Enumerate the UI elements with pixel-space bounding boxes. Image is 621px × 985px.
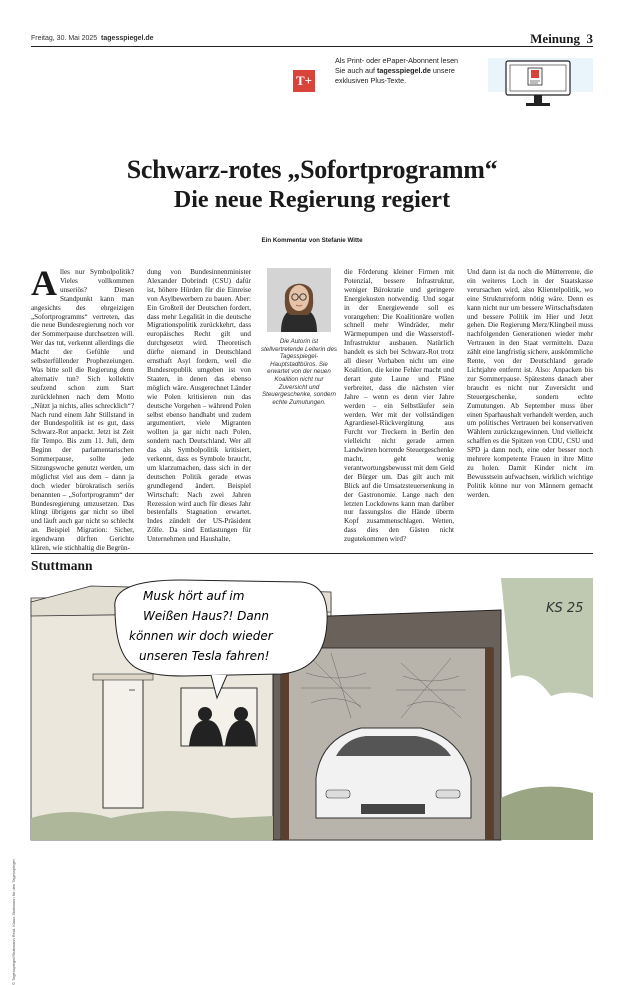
cartoon-credit: [11, 690, 23, 985]
section-label: [530, 31, 593, 47]
speech-line-4: unseren Tesla fahren!: [139, 649, 270, 663]
section-divider: [31, 553, 593, 554]
site-name[interactable]: tagesspiegel.de: [101, 35, 154, 42]
author-box: [260, 268, 338, 406]
cartoonist-signature: KS 25: [546, 601, 584, 616]
author-caption: Die Autorin ist stellvertretende Leiterin des Tagesspiegel-Hauptstadtbüros. Sie erwartet von der neuen Koalition nicht nur Zuversicht und Steuergeschenke, sondern echte Zumutungen.: [260, 338, 337, 406]
promo-line-1: Als Print- oder ePaper-Abonnent lesen: [335, 56, 459, 65]
dateline: [31, 35, 154, 42]
promo-line-2-pre: Sie auch auf: [335, 66, 377, 75]
article-column-2: [147, 268, 251, 544]
column-3-text: die Förderung kleiner Firmen mit Potenzial, bessere Infrastruktur, weniger Bürokratie und geringere Energiekosten notwendig. Und sogar in der Energiewende soll es vorangehen: Die Koalitionäre wollen schnell mehr Windräder, mehr Wärmepumpen und die Wasserstoff-Infrastruktur ausbauen. Natürlich handelt es sich bei Schwarz-Rot trotz all dieser Vorhaben nicht um eine Koalition, die keine Fehler macht und derart gute Laune und Pläne verbreitet, dass die nächsten vier Jahre – wenn es denn vier Jahre werden – ein Selbstläufer sein werden. Wer mit der vollständigen Agrardiesel-Rückvergütung aus Furcht vor Treckern in Berlin den vielleicht nicht gerade armen Landwirten horrende Steuergeschenke macht, geht wenig verantwortungsbewusst mit dem Geld der Bürger um. Das gilt auch mit Blick auf die Umsatzsteuersenkung in der Gastronomie. Lange nach den letzten Lockdowns kann man darüber nur fassungslos die Hände überm Kopf zusammenschlagen. Wetten, dass dies den Gästen nicht zugutekommen wird?: [344, 268, 454, 544]
promo-line-2: [335, 66, 485, 76]
issue-date: Freitag, 30. Mai 2025: [31, 35, 98, 42]
article-byline: Ein Kommentar von Stefanie Witte: [261, 237, 363, 244]
article-subheadline: Die neue Regierung regiert: [173, 187, 451, 213]
column-2-text: dung von Bundesinnenminister Alexander Dobrindt (CSU) dafür ist, höhere Hürden für die Einreise von Asylbewerbern zu bauen. Aber: Ein Großteil der Deutschen fordert, dass mehr Legalität in die deutsche Migrationspolitik zurückkehrt, dass europäisches Recht gilt und durchgesetzt wird. Theoretisch dürfte niemand in Deutschland ernsthaft Asyl fordern, weil die Bundesrepublik umgeben ist von Staaten, in denen das ebenso möglich wäre. Ausgerechnet Länder wie Polen kritisieren nun das deutsche Vorgehen – während Polen selbst ebenso handhabt und zudem argumentiert, viele Migranten wollten ja gar nicht nach Polen, sondern nach Deutschland. Wer all das als Symbolpolitik kritisiert, verkennt, dass es Symbole braucht, um klarzumachen, dass sich in der deutschen Politik gerade etwas grundlegend ändert. Beispiel Wirtschaft: Nach zwei Jahren Rezession wird auch für dieses Jahr bestenfalls Stagnation erwartet. Indes zündelt der US-Präsident Zölle. Da sind Entlastungen für Unternehmen und Haushalte,: [147, 268, 251, 544]
plus-promo[interactable]: [293, 56, 593, 110]
dropcap: A: [31, 263, 57, 303]
author-portrait-icon: [267, 268, 331, 332]
promo-line-3: exklusiven Plus-Texte.: [335, 76, 407, 85]
tplus-badge: T+: [293, 70, 315, 92]
political-cartoon: [31, 578, 593, 840]
credit-text: © Tagesspiegel/Stuttmann Reid. Klaus Stuttmann für den Tagesspiegel: [11, 859, 16, 985]
article-headline: Schwarz-rotes „Sofortprogramm“: [126, 155, 498, 184]
monitor-icon: [488, 58, 593, 108]
column-1-text: lles nur Symbolpolitik? Vieles vollkommen unseriös? Diesen Standpunkt kann man angesichts des ehrgeizigen „Sofortprogramms“ vertreten, das die neue Bundesregierung noch vor der Sommerpause durchsetzen will. Wer das tut, verkennt allerdings die Macht der Gefühle und selbsterfüllender Prophezeiungen. Was bitte soll die Regierung denn alternativ tun? Sich kollektiv seufzend schon zum Start zurücklehnen nach dem Motto „Nützt ja nichts, alles schrecklich“? Nach rund einem Jahr Stillstand in der Bundespolitik ist es gut, dass Schwarz-Rot anpackt. Jetzt ist Zeit für Tempo. Bis zum 11. Juli, dem Beginn der parlamentarischen Sommerpause, sollte jede Sitzungswoche genutzt werden, um möglichst viel aus dem – dann ja doch wieder bürokratisch seriös benannten – „Sofortprogramm“ der Bundesregierung umzusetzen. Das klingt übrigens gar nicht so übel und läuft auch gar nicht so schlecht an. Beispiel Migration: Sicher, irgendwann dürften Gerichte klären, wie stichhaltig die Begrün-: [31, 268, 134, 553]
speech-line-1: Musk hört auf im: [143, 589, 245, 603]
article-column-4: [467, 268, 593, 541]
speech-line-2: Weißen Haus?! Dann: [143, 609, 269, 623]
page-header: [31, 33, 593, 47]
article-column-1: [31, 263, 134, 553]
speech-line-3: können wir doch wieder: [129, 629, 273, 643]
promo-site-link[interactable]: tagesspiegel.de: [376, 66, 431, 75]
promo-line-2-post: unsere: [430, 66, 455, 75]
column-4-text: Und dann ist da noch die Mütterrente, die ein weiteres Loch in der Staatskasse verursachen wird, also Klientelpolitik, wo eine Strukturreform nötig wäre. Denn es kann nicht nur um bessere Wirtschaftsdaten und bessere Politik im Hier und Jetzt gehen. Die Regierung Merz/Klingbeil muss nachfolgenden Generationen wieder mehr Vertrauen in den Staat vermitteln. Dazu zählt eine langfristig sichere, auskömmliche Rente, von der Deutschland gerade Lichtjahre entfernt ist. Also: Anpacken bis zur Sommerpause. Spätestens danach aber braucht es nicht nur Zuversicht und Steuergeschenke, sondern echte Zumutungen. Ab September muss über einen Sparhaushalt verhandelt werden, auch um politisches Vertrauen bei konservativen Wählern zurückzugewinnen. Und vielleicht schaffen es die Spitzen von CDU, CSU und SPD ja dann noch, eine oder besser noch mehrere kompetente Frauen in ihre Mitte zu holen. Damit Kinder nicht im Bewusstsein aufwachsen, wirklich wichtige Politik könne nur von Männern gemacht werden.: [467, 268, 593, 499]
promo-text: [335, 56, 485, 86]
page-number: 3: [586, 31, 593, 46]
cartoon-section-title: Stuttmann: [31, 558, 93, 573]
article-column-3: [344, 268, 454, 544]
author-photo: [267, 268, 331, 332]
section-name: Meinung: [530, 31, 580, 46]
